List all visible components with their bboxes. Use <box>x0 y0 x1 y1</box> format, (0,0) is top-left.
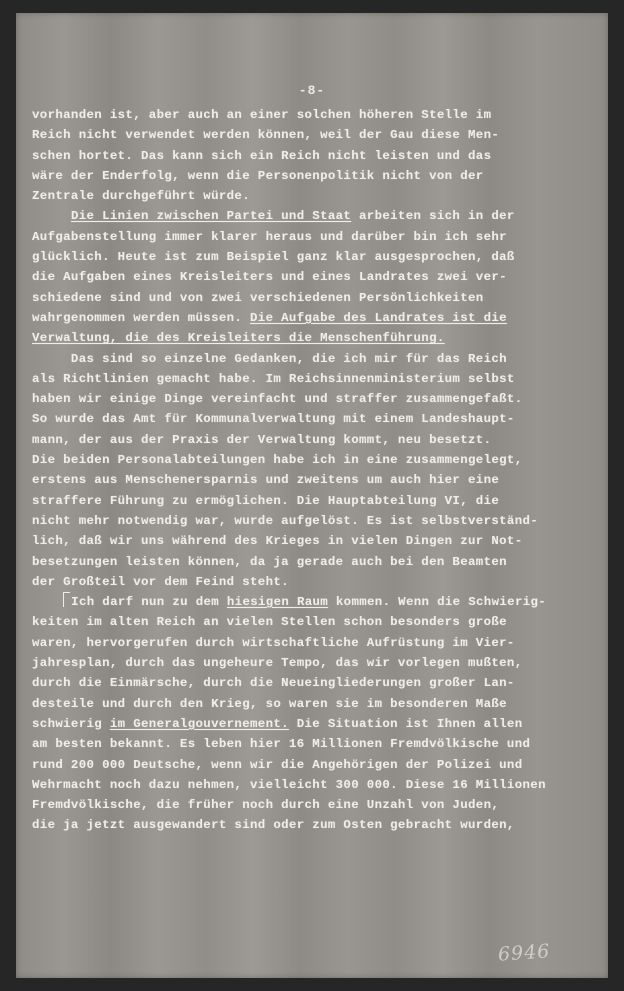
text-line <box>32 673 604 693</box>
text-run: der Großteil vor dem Feind steht. <box>32 574 289 589</box>
text-line <box>32 775 604 795</box>
text-line <box>32 369 604 389</box>
text-line <box>32 531 604 551</box>
text-line <box>32 511 604 531</box>
text-run: Reich nicht verwendet werden können, weil der Gau diese Men- <box>32 128 500 143</box>
text-run: keiten im alten Reich an vielen Stellen schon besonders große <box>32 615 507 630</box>
text-line <box>32 491 604 511</box>
text-line <box>32 734 604 754</box>
text-run: kommen. Wenn die Schwierig- <box>328 595 547 610</box>
text-line <box>32 308 604 328</box>
text-run: Zentrale durchgeführt würde. <box>32 189 250 204</box>
text-line <box>32 815 604 835</box>
text-run: schen hortet. Das kann sich ein Reich nicht leisten und das <box>32 148 492 163</box>
text-line <box>32 470 604 490</box>
underlined-phrase: Die Linien zwischen Partei und Staat <box>70 209 352 224</box>
text-line <box>32 186 604 206</box>
text-run: Aufgabenstellung immer klarer heraus und darüber bin ich sehr <box>32 229 507 244</box>
text-run: schiedene sind und von zwei verschiedenen Persönlichkeiten <box>32 290 484 305</box>
text-run <box>32 209 71 223</box>
handwritten-archive-number: 6946 <box>496 940 551 966</box>
text-run: jahresplan, durch das ungeheure Tempo, das wir vorlegen mußten, <box>32 656 523 671</box>
text-line <box>32 450 604 470</box>
text-line <box>32 430 604 450</box>
text-run: Die Situation ist Ihnen allen <box>288 716 523 731</box>
text-line <box>32 247 604 267</box>
text-line <box>32 592 604 612</box>
text-run: Ich darf nun zu dem <box>71 595 227 610</box>
text-run: arbeiten sich in der <box>351 209 515 224</box>
text-run: haben wir einige Dinge vereinfacht und straffer zusammengefaßt. <box>32 392 523 407</box>
text-run: Die beiden Personalabteilungen habe ich in eine zusammengelegt, <box>32 453 523 468</box>
text-line <box>32 755 604 775</box>
text-line <box>32 267 604 287</box>
text-line <box>32 653 604 673</box>
text-run: die ja jetzt ausgewandert sind oder zum Osten gebracht wurden, <box>32 818 515 833</box>
text-line <box>32 328 604 348</box>
underlined-phrase: Die Aufgabe des Landrates ist die <box>250 310 507 325</box>
text-run: vorhanden ist, aber auch an einer solchen höheren Stelle im <box>32 108 492 122</box>
text-run: wahrgenommen werden müssen. <box>32 310 250 325</box>
text-run: Fremdvölkische, die früher noch durch eine Unzahl von Juden, <box>32 798 500 813</box>
text-run: am besten bekannt. Es leben hier 16 Millionen Fremdvölkische und <box>32 737 531 752</box>
text-run: waren, hervorgerufen durch wirtschaftliche Aufrüstung im Vier- <box>32 635 515 650</box>
text-line <box>32 633 604 653</box>
text-run: straffere Führung zu ermöglichen. Die Hauptabteilung VI, die <box>32 493 500 508</box>
text-line <box>32 389 604 409</box>
text-line <box>32 105 604 125</box>
text-run: lich, daß wir uns während des Krieges in vielen Dingen zur Not- <box>32 534 523 549</box>
typewritten-body <box>32 105 604 836</box>
text-run: schwierig <box>32 716 110 731</box>
text-line <box>32 572 604 592</box>
text-run: desteile und durch den Krieg, so waren sie im besonderen Maße <box>32 696 507 711</box>
text-line <box>32 694 604 714</box>
text-run: als Richtlinien gemacht habe. Im Reichsinnenministerium selbst <box>32 371 515 386</box>
text-line <box>32 349 604 369</box>
text-run: durch die Einmärsche, durch die Neueingliederungen großer Lan- <box>32 676 515 691</box>
document-page <box>16 13 608 978</box>
text-run: besetzungen leisten können, da ja gerade auch bei den Beamten <box>32 554 507 569</box>
text-run: Wehrmacht noch dazu nehmen, vielleicht 300 000. Diese 16 Millionen <box>32 777 546 792</box>
text-line <box>32 227 604 247</box>
margin-bracket-mark <box>63 592 70 607</box>
text-run: wäre der Enderfolg, wenn die Personenpolitik nicht von der <box>32 168 484 183</box>
text-line <box>32 288 604 308</box>
text-run: So wurde das Amt für Kommunalverwaltung mit einem Landeshaupt- <box>32 412 515 427</box>
page-number: -8- <box>298 83 326 98</box>
text-line <box>32 409 604 429</box>
underlined-phrase: im Generalgouvernement. <box>109 716 289 731</box>
text-run: mann, der aus der Praxis der Verwaltung kommt, neu besetzt. <box>32 432 492 447</box>
text-line <box>32 714 604 734</box>
text-line <box>32 166 604 186</box>
text-line <box>32 795 604 815</box>
text-run: glücklich. Heute ist zum Beispiel ganz klar ausgesprochen, daß <box>32 250 515 265</box>
text-line <box>32 146 604 166</box>
underlined-phrase: Verwaltung, die des Kreisleiters die Menschenführung. <box>32 331 445 346</box>
text-line <box>32 612 604 632</box>
underlined-phrase: hiesigen Raum <box>226 595 329 610</box>
text-line <box>32 552 604 572</box>
text-line <box>32 125 604 145</box>
text-run: Das sind so einzelne Gedanken, die ich mir für das Reich <box>32 351 507 366</box>
text-run: erstens aus Menschenersparnis und zweitens um auch hier eine <box>32 473 500 488</box>
text-run: nicht mehr notwendig war, wurde aufgelöst. Es ist selbstverständ- <box>32 513 539 528</box>
text-run: rund 200 000 Deutsche, wenn wir die Angehörigen der Polizei und <box>32 757 523 772</box>
text-line <box>32 206 604 226</box>
text-run: die Aufgaben eines Kreisleiters und eines Landrates zwei ver- <box>32 270 507 285</box>
